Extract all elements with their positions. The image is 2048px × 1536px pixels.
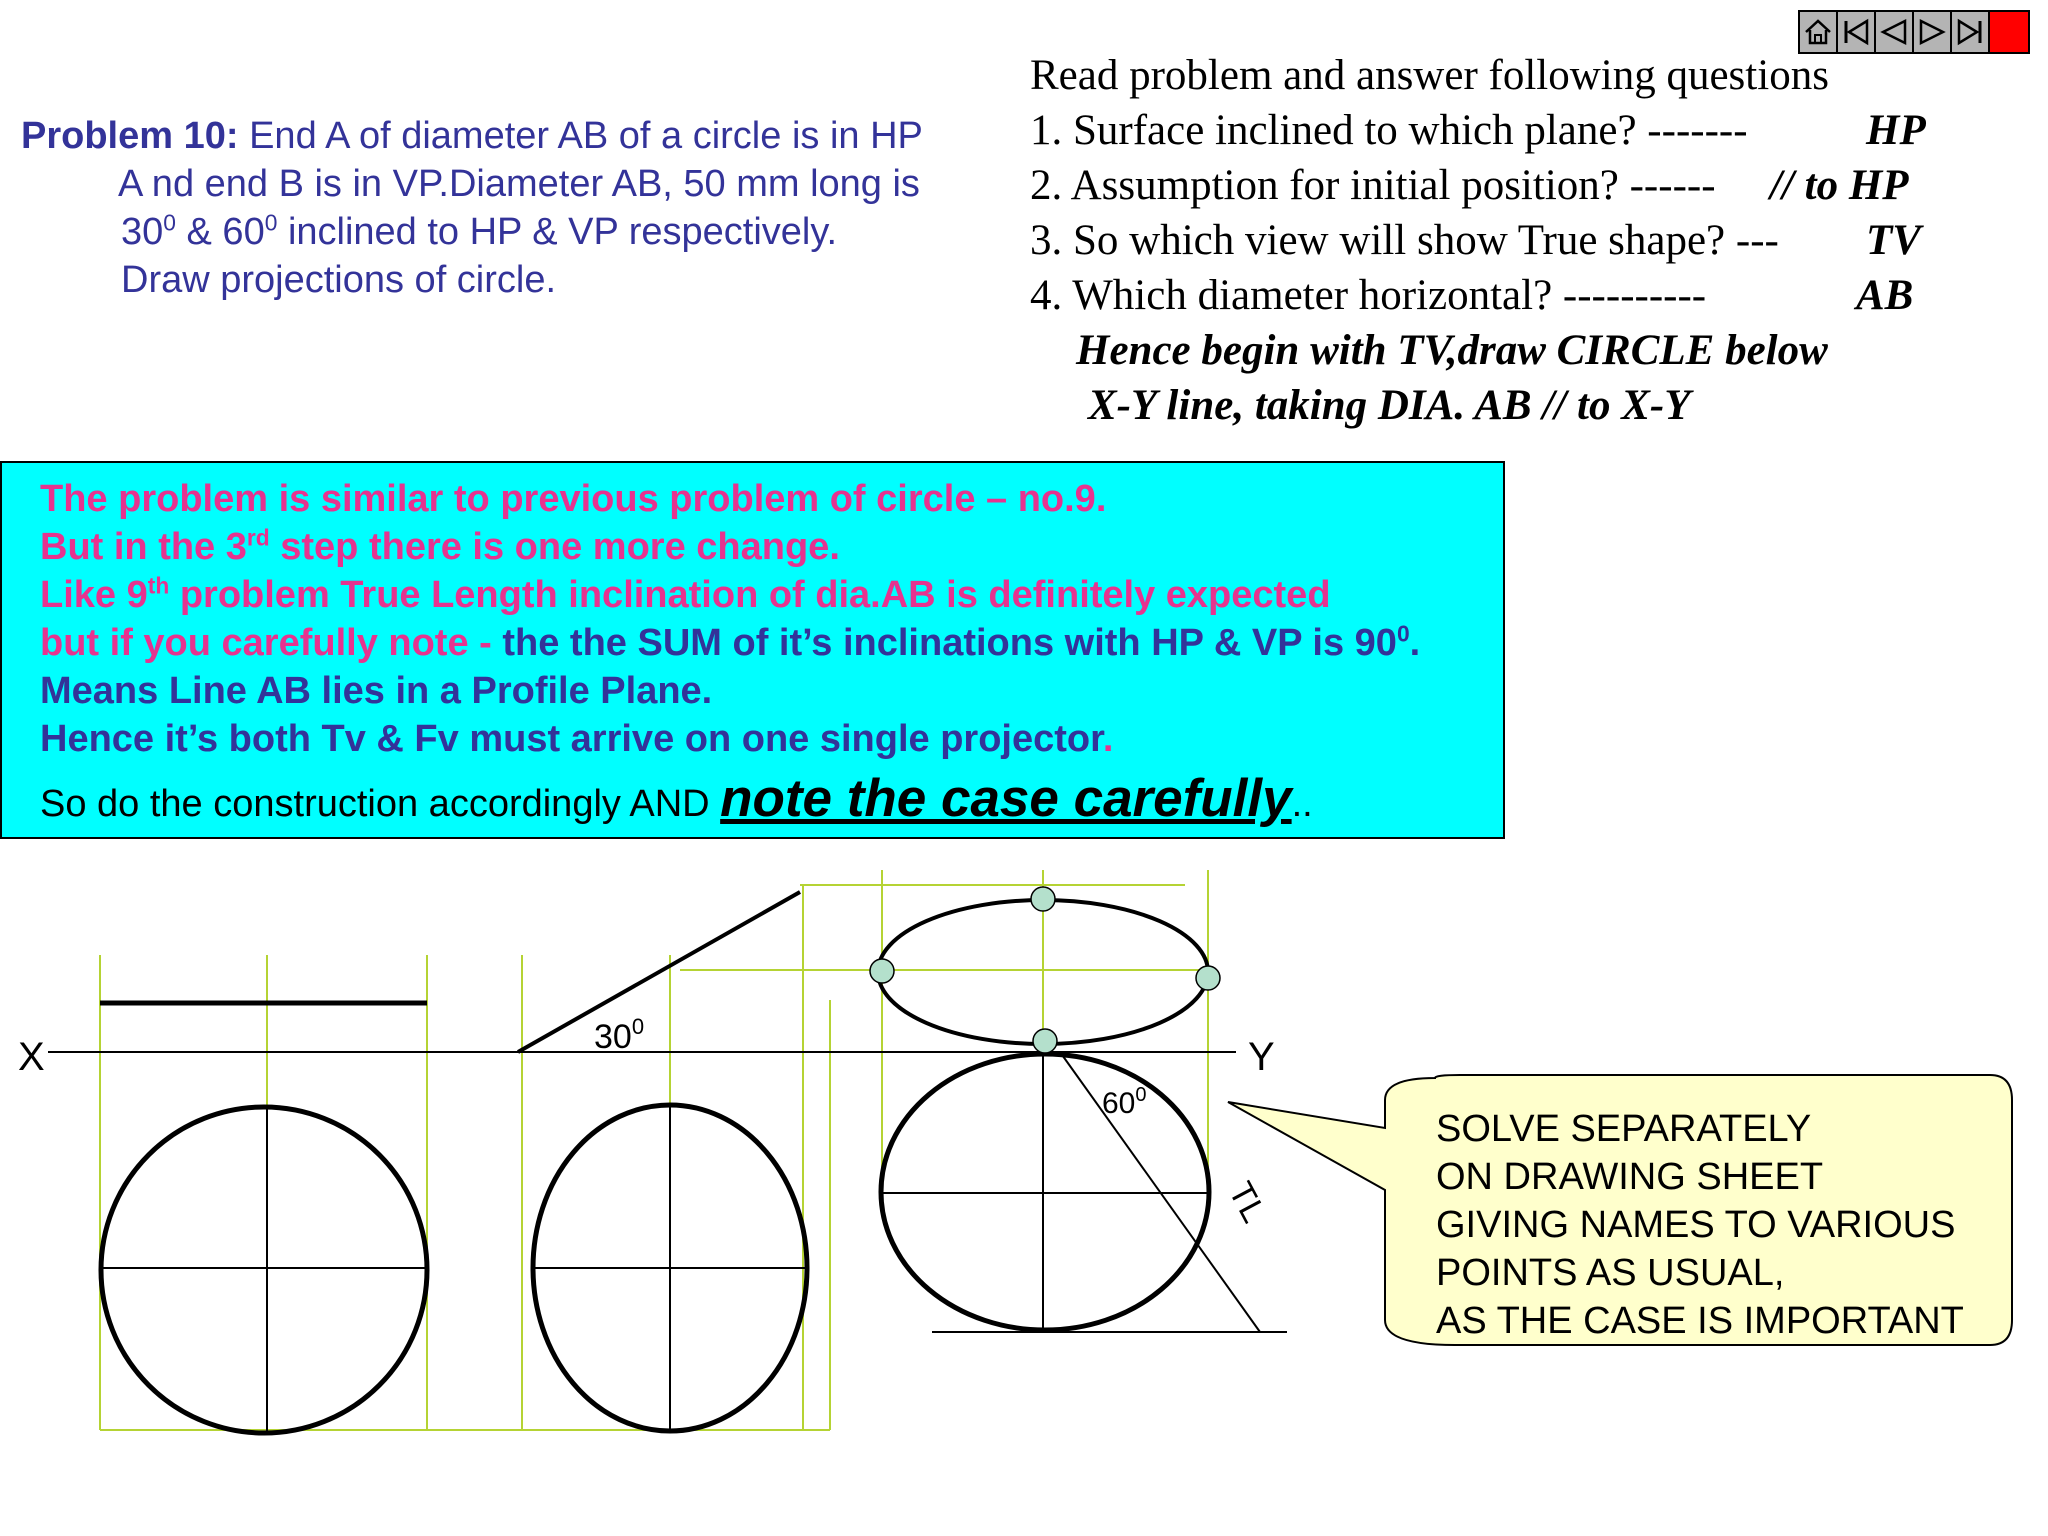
note-line-7: So do the construction accordingly AND note the case carefully.. xyxy=(40,769,1313,828)
problem-line-2: A nd end B is in VP.Diameter AB, 50 mm long is xyxy=(118,163,920,205)
last-slide-icon xyxy=(1955,17,1985,47)
hence-line-2: X-Y line, taking DIA. AB // to X-Y xyxy=(1088,382,1691,429)
note-box xyxy=(0,461,1505,839)
problem-line-1: End A of diameter AB of a circle is in HP xyxy=(238,115,923,157)
home-button[interactable] xyxy=(1800,12,1838,52)
problem-statement xyxy=(21,112,1011,304)
hence-line-1: Hence begin with TV,draw CIRCLE below xyxy=(1076,327,1828,374)
callout-line-1: SOLVE SEPARATELY xyxy=(1436,1108,1812,1150)
next-slide-icon xyxy=(1917,17,1947,47)
angle-30-label: $30^0$ xyxy=(594,1014,645,1056)
questions-heading: Read problem and answer following questions xyxy=(1030,52,1829,99)
point-marker xyxy=(870,959,894,983)
y-label: Y xyxy=(1248,1035,1275,1079)
x-label: X xyxy=(18,1035,45,1079)
end-show-button[interactable] xyxy=(1990,12,2028,52)
question-4: 4. Which diameter horizontal? ---------- AB xyxy=(1030,268,2030,323)
point-marker xyxy=(1031,887,1055,911)
tl-label: TL xyxy=(1220,1175,1274,1229)
inclined-front-view-line xyxy=(518,892,800,1052)
note-emphasis: note the case carefully xyxy=(720,769,1292,828)
callout-text xyxy=(1436,1105,2026,1345)
note-line-2: But in the 3rd step there is one more change. xyxy=(40,524,840,568)
first-slide-icon xyxy=(1841,17,1871,47)
previous-slide-button[interactable] xyxy=(1876,12,1914,52)
question-1: 1. Surface inclined to which plane? ------- HP xyxy=(1030,103,2030,158)
note-line-6: Hence it’s both Tv & Fv must arrive on one single projector. xyxy=(40,718,1114,760)
answer-1: HP xyxy=(1866,107,1926,154)
first-slide-button[interactable] xyxy=(1838,12,1876,52)
angle-60-label: $60^0$ xyxy=(1102,1084,1147,1120)
answer-2: // to HP xyxy=(1770,162,1909,209)
callout-line-5: AS THE CASE IS IMPORTANT xyxy=(1436,1300,1964,1342)
problem-line-3: $30^0$ & $60^0$ inclined to HP & VP respectively. xyxy=(121,209,838,253)
previous-slide-icon xyxy=(1879,17,1909,47)
question-2: 2. Assumption for initial position? ------ // to HP xyxy=(1030,158,2030,213)
note-line-1: The problem is similar to previous problem of circle – no.9. xyxy=(40,478,1107,520)
answer-3: TV xyxy=(1866,217,1921,264)
true-shape-circle xyxy=(101,1107,427,1433)
problem-label: Problem 10: xyxy=(21,115,239,157)
callout-line-2: ON DRAWING SHEET xyxy=(1436,1156,1824,1198)
last-slide-button[interactable] xyxy=(1952,12,1990,52)
callout-line-4: POINTS AS USUAL, xyxy=(1436,1252,1785,1294)
point-marker xyxy=(1033,1029,1057,1053)
next-slide-button[interactable] xyxy=(1914,12,1952,52)
answer-4: AB xyxy=(1856,272,1914,319)
callout-line-3: GIVING NAMES TO VARIOUS xyxy=(1436,1204,1956,1246)
point-marker xyxy=(1196,966,1220,990)
question-3: 3. So which view will show True shape? --- TV xyxy=(1030,213,2030,268)
note-line-4: but if you carefully note - the the SUM of it’s inclinations with HP & VP is $90^0$. xyxy=(40,620,1421,664)
problem-line-4: Draw projections of circle. xyxy=(121,259,557,301)
questions-panel xyxy=(1030,48,2030,433)
note-line-3: Like 9th problem True Length inclination of dia.AB is definitely expected xyxy=(40,572,1331,616)
note-line-5: Means Line AB lies in a Profile Plane. xyxy=(40,670,713,712)
home-icon xyxy=(1803,17,1833,47)
